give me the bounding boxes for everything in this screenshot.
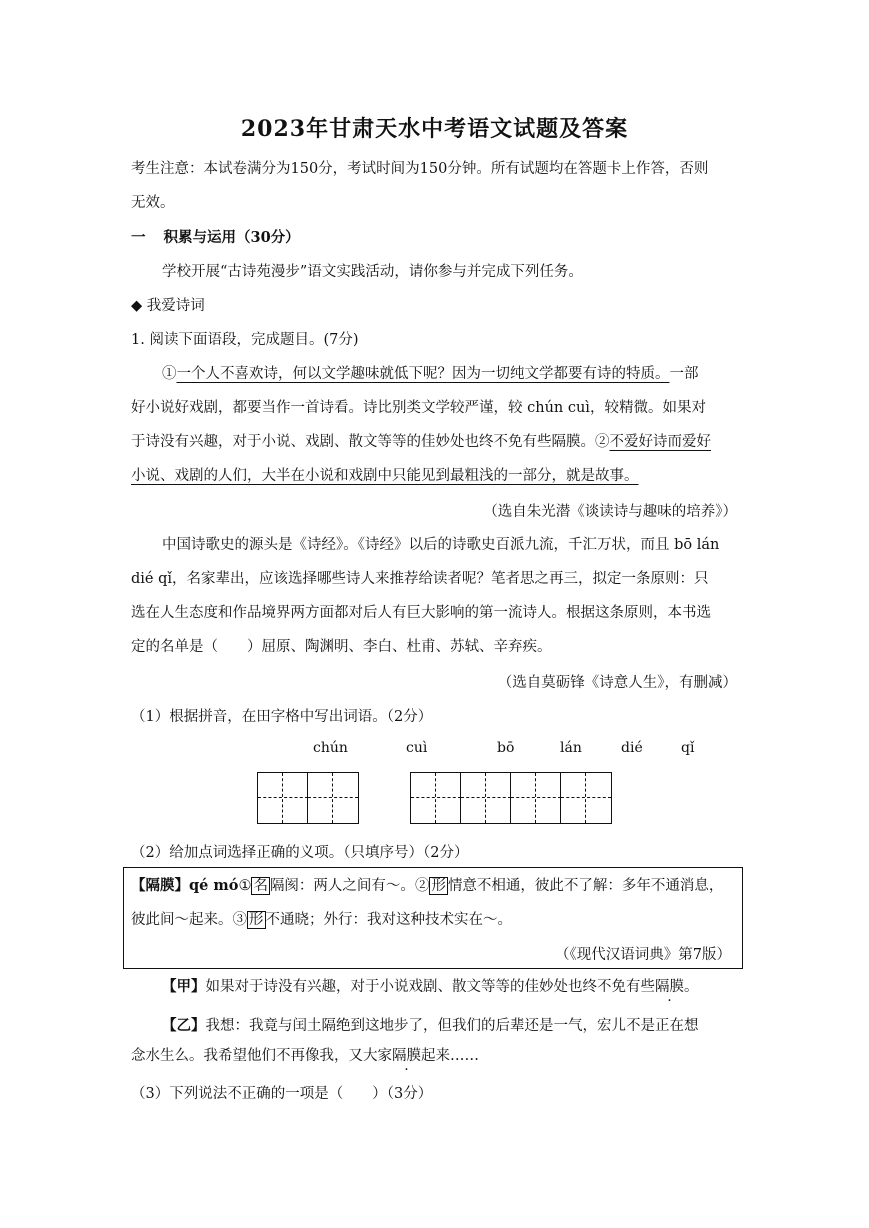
dictionary-source: （《现代汉语词典》第7版） bbox=[555, 947, 731, 963]
example-text: 如果对于诗没有兴趣，对于小说戏剧、散文等等的佳妙处也终不免有些 bbox=[205, 979, 655, 995]
passage-2-line-4: 定的名单是（ ）屈原、陶渊明、李白、杜甫、苏轼、辛弃疾。 bbox=[131, 639, 552, 655]
dictionary-entry-line-1 bbox=[131, 876, 737, 896]
sense-definition: 不通晓；外行：我对这种技术实在～。 bbox=[265, 912, 512, 928]
dotted-word: 隔膜 bbox=[392, 1048, 421, 1064]
passage-2-line-3: 选在人生态度和作品境界两方面都对后人有巨大影响的第一流诗人。根据这条原则，本书选 bbox=[131, 605, 711, 621]
example-yi-line-1 bbox=[162, 1016, 768, 1036]
section-title: 积累与运用（30分） bbox=[163, 229, 300, 246]
passage-2-line-2: dié qǐ，名家辈出，应该选择哪些诗人来推荐给读者呢？笔者思之再三，拟定一条原则：只 bbox=[131, 571, 709, 587]
sub-question-2: （2）给加点词选择正确的义项。（只填序号）（2分） bbox=[131, 845, 469, 861]
tianzige-cell[interactable] bbox=[561, 773, 611, 823]
passage-1-line-3 bbox=[131, 432, 737, 452]
sub-question-1: （1）根据拼音，在田字格中写出词语。（2分） bbox=[131, 709, 433, 725]
page-title: 2023年甘肃天水中考语文试题及答案 bbox=[240, 116, 629, 142]
example-label: 【乙】 bbox=[162, 1017, 206, 1034]
example-text: 。 bbox=[684, 979, 699, 995]
sense-number: ② bbox=[414, 878, 430, 894]
passage-text: 一部 bbox=[669, 366, 699, 382]
pinyin-label: chún bbox=[313, 740, 348, 756]
passage-1-line-1 bbox=[162, 364, 768, 384]
dict-headword: 【隔膜】qé mó bbox=[131, 877, 239, 894]
example-text: 我想：我竟与闰土隔绝到这地步了，但我们的后辈还是一气，宏儿不是正在想 bbox=[205, 1018, 699, 1034]
question-1-stem: 1. 阅读下面语段，完成题目。(7分) bbox=[131, 332, 359, 348]
dictionary-entry-line-2 bbox=[131, 910, 737, 930]
example-label: 【甲】 bbox=[162, 978, 206, 995]
pinyin-label: bō bbox=[497, 740, 515, 756]
pos-tag: 形 bbox=[431, 878, 446, 894]
pos-tag: 形 bbox=[249, 912, 264, 928]
section-heading bbox=[131, 228, 737, 248]
passage-2-line-1: 中国诗歌史的源头是《诗经》。《诗经》以后的诗歌史百派九流，千汇万状，而且 bō lán bbox=[162, 537, 720, 553]
tianzige-cell[interactable] bbox=[308, 773, 358, 823]
example-yi-line-2 bbox=[131, 1046, 737, 1066]
tianzige-cell[interactable] bbox=[511, 773, 561, 823]
passage-1-line-2: 好小说好戏剧，都要当作一首诗看。诗比别类文学较严谨，较 chún cuì，较精微。如果对 bbox=[131, 400, 706, 416]
sense-number: ③ bbox=[232, 912, 247, 928]
pos-tag: 名 bbox=[253, 878, 268, 894]
pinyin-label: dié bbox=[621, 740, 643, 756]
section-intro: 学校开展“古诗苑漫步”语文实践活动，请你参与并完成下列任务。 bbox=[162, 264, 583, 280]
passage-text: 于诗没有兴趣，对于小说、戏剧、散文等等的佳妙处也终不免有些隔膜。 bbox=[131, 434, 595, 450]
dotted-word: 隔膜 bbox=[655, 979, 684, 995]
tianzige-grid-2[interactable] bbox=[410, 772, 612, 824]
pinyin-label: cuì bbox=[406, 740, 428, 756]
tianzige-cell[interactable] bbox=[258, 773, 308, 823]
example-jia bbox=[162, 977, 768, 997]
sense-definition: 隔阂：两人之间有～。 bbox=[269, 878, 415, 894]
passage-1-source: （选自朱光潜《谈读诗与趣味的培养》） bbox=[483, 504, 737, 520]
sense-definition: 彼此间～起来。 bbox=[131, 912, 233, 928]
tianzige-cell[interactable] bbox=[411, 773, 461, 823]
pinyin-label: lán bbox=[560, 740, 582, 756]
section-number: 一 bbox=[131, 229, 146, 246]
passage-1-line-4 bbox=[131, 466, 737, 486]
sense-definition: 情意不相通，彼此不了解：多年不通消息， bbox=[447, 878, 724, 894]
example-text: 起来…… bbox=[421, 1048, 479, 1064]
exam-notice-line-2: 无效。 bbox=[131, 195, 175, 211]
diamond-bullet-icon: ◆ bbox=[131, 298, 143, 314]
sentence-marker-1: ① bbox=[162, 366, 177, 382]
exam-notice-line-1: 考生注意：本试卷满分为150分，考试时间为150分钟。所有试题均在答题卡上作答，否则 bbox=[131, 161, 709, 177]
sense-number: ① bbox=[238, 878, 252, 894]
tianzige-grid-1[interactable] bbox=[257, 772, 359, 824]
sub-question-3: （3）下列说法不正确的一项是（ ）（3分） bbox=[131, 1086, 433, 1102]
subheading bbox=[131, 296, 737, 316]
underlined-sentence-1: 一个人不喜欢诗，何以文学趣味就低下呢？因为一切纯文学都要有诗的特质。 bbox=[176, 366, 670, 382]
underlined-sentence-2a: 不爱好诗而爱好 bbox=[609, 434, 711, 450]
underlined-sentence-2b: 小说、戏剧的人们，大半在小说和戏剧中只能见到最粗浅的一部分，就是故事。 bbox=[131, 468, 639, 484]
tianzige-cell[interactable] bbox=[461, 773, 511, 823]
subheading-text: 我爱诗词 bbox=[146, 298, 205, 314]
example-text: 念水生么。我希望他们不再像我，又大家 bbox=[131, 1048, 392, 1064]
pinyin-label: qǐ bbox=[681, 740, 695, 756]
passage-2-source: （选自莫砺锋《诗意人生》，有删减） bbox=[497, 675, 737, 691]
sentence-marker-2: ② bbox=[595, 434, 610, 450]
